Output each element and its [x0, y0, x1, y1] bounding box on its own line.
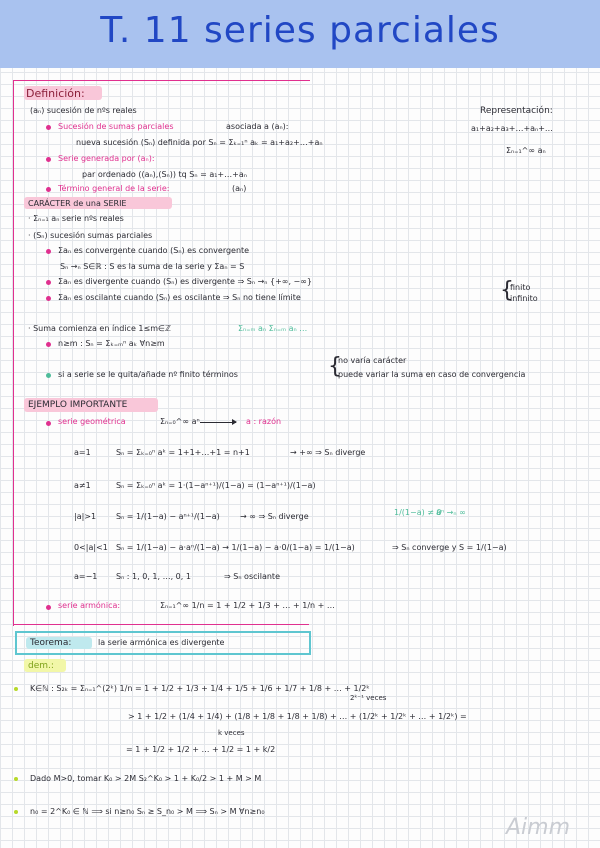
page-title: T. 11 series parciales	[100, 10, 500, 51]
definition-heading: Definición:	[26, 87, 85, 100]
general-term: Término general de la serie:	[58, 184, 170, 193]
general-term-value: (aₙ)	[232, 184, 247, 193]
proof-line: Dado M>0, tomar K₀ > 2M S₂^K₀ > 1 + K₀/2 > 1 + M > M	[30, 774, 262, 783]
finite-terms-option: no varía carácter	[338, 356, 407, 365]
geometric-series-expr: Σₙ₌₀^∞ aⁿ	[160, 417, 200, 426]
index-note: Σₙ₌ₘ aₙ Σₙ₌ₘ aₙ …	[238, 324, 308, 333]
oscillating-line: Σaₙ es oscilante cuando (Sₙ) es oscilante ⇒ Sₙ no tiene límite	[58, 293, 301, 302]
watermark-logo: Aimm	[506, 815, 571, 840]
case-condition: 0<|a|<1	[74, 543, 108, 552]
index-sum-line: n≥m : Sₙ = Σₖ₌ₘⁿ aₖ ∀n≥m	[58, 339, 165, 348]
divergent-line: Σaₙ es divergente cuando (Sₙ) es divergente ⇒ Sₙ →ₙ {+∞, −∞}	[58, 277, 313, 286]
example-heading: EJEMPLO IMPORTANTE	[28, 400, 128, 410]
definition-line: (aₙ) sucesión de nºs reales	[30, 106, 137, 115]
bullet	[46, 249, 51, 254]
case-result: → +∞ ⇒ Sₙ diverge	[290, 448, 366, 457]
proof-line: > 1 + 1/2 + (1/4 + 1/4) + (1/8 + 1/8 + 1/8 + 1/8) + … + (1/2ᵏ + 1/2ᵏ + … + 1/2ᵏ) =	[128, 712, 467, 721]
finite-terms-line: si a serie se le quita/añade nº finito términos	[58, 370, 238, 379]
proof-label: dem.:	[28, 661, 54, 671]
case-result: ⇒ Sₙ oscilante	[224, 572, 280, 581]
convergent-line: Σaₙ es convergente cuando (Sₙ) es convergente	[58, 246, 250, 255]
geometric-series-label: serie geométrica	[58, 417, 126, 426]
representation-title: Representación:	[480, 106, 553, 116]
representation-sum: a₁+a₂+a₃+…+aₙ+…	[471, 124, 553, 133]
theorem-text: la serie armónica es divergente	[98, 638, 225, 647]
caracter-heading: CARÁCTER de una SERIE	[28, 199, 127, 208]
case-result: ⇒ Sₙ converge y S = 1/(1−a)	[392, 543, 507, 552]
brace-icon: {	[328, 354, 342, 379]
case-condition: |a|>1	[74, 512, 97, 521]
case-expression: Sₙ : 1, 0, 1, …, 0, 1	[116, 572, 191, 581]
definition-line: asociada a (aₙ):	[226, 122, 289, 131]
bullet	[46, 157, 51, 162]
bullet	[14, 810, 18, 814]
proof-note: k veces	[218, 729, 245, 737]
case-expression: Sₙ = Σₖ₌₀ⁿ aᵏ = 1+1+…+1 = n+1	[116, 448, 250, 457]
harmonic-series-label: serie armónica:	[58, 601, 121, 610]
case-condition: a≠1	[74, 481, 91, 490]
bullet	[46, 342, 51, 347]
definition-frame-bottom	[13, 624, 309, 625]
convergent-sum-line: Sₙ →ₙ S∈ℝ : S es la suma de la serie y Σaₙ = S	[60, 262, 245, 271]
title-banner	[0, 0, 600, 68]
caracter-line: · Σₙ₌₁ aₙ serie nºs reales	[28, 214, 124, 223]
index-line: · Suma comienza en índice 1≤m∈ℤ	[28, 324, 171, 333]
generated-series-term: Serie generada por (aₙ):	[58, 154, 155, 163]
bullet	[46, 280, 51, 285]
ratio-note: a : razón	[246, 417, 282, 426]
theorem-label: Teorema:	[30, 638, 72, 648]
side-note: 1/(1−a) ≠ 0	[394, 508, 442, 517]
proof-line: K∈ℕ : S₂ₖ = Σₙ₌₁^(2ᵏ) 1/n = 1 + 1/2 + 1/3 + 1/4 + 1/5 + 1/6 + 1/7 + 1/8 + … + 1/2ᵏ	[30, 684, 370, 693]
bullet	[46, 421, 51, 426]
bullet	[46, 296, 51, 301]
arrow-icon	[200, 422, 236, 423]
definition-line: nueva sucesión (Sₙ) definida por Sₙ = Σₖ₌₁ⁿ aₖ = a₁+a₂+…+aₙ	[76, 138, 323, 147]
bullet	[46, 605, 51, 610]
limit-option: infinito	[510, 294, 538, 303]
limit-option: finito	[510, 283, 531, 292]
case-expression: Sₙ = 1/(1−a) − aⁿ⁺¹/(1−a)	[116, 512, 220, 521]
case-expression: Sₙ = 1/(1−a) − a·aⁿ/(1−a) → 1/(1−a) − a·0/(1−a) = 1/(1−a)	[116, 543, 355, 552]
harmonic-series-expr: Σₙ₌₁^∞ 1/n = 1 + 1/2 + 1/3 + … + 1/n + …	[160, 601, 335, 610]
side-note: aⁿ →ₙ ∞	[436, 508, 466, 517]
bullet	[46, 125, 51, 130]
brace-icon: {	[500, 278, 514, 303]
caracter-line: · (Sₙ) sucesión sumas parciales	[28, 231, 153, 240]
proof-line: = 1 + 1/2 + 1/2 + … + 1/2 = 1 + k/2	[126, 745, 276, 754]
bullet	[14, 687, 18, 691]
bullet	[46, 187, 51, 192]
proof-note: 2ᵏ⁻¹ veces	[350, 694, 387, 702]
bullet	[14, 777, 18, 781]
definition-line: par ordenado ((aₙ),(Sₙ)) tq Sₙ = a₁+…+aₙ	[82, 170, 247, 179]
case-result: → ∞ ⇒ Sₙ diverge	[240, 512, 309, 521]
finite-terms-option: puede variar la suma en caso de convergencia	[338, 370, 526, 379]
partial-sums-term: Sucesión de sumas parciales	[58, 122, 174, 131]
representation-sigma: Σₙ₌₁^∞ aₙ	[506, 146, 546, 155]
case-expression: Sₙ = Σₖ₌₀ⁿ aᵏ = 1·(1−aⁿ⁺¹)/(1−a) = (1−aⁿ⁺¹)/(1−a)	[116, 481, 316, 490]
case-condition: a=1	[74, 448, 91, 457]
case-condition: a=−1	[74, 572, 98, 581]
proof-line: n₀ = 2^K₀ ∈ ℕ ⟹ si n≥n₀ Sₙ ≥ S_n₀ > M ⟹ Sₙ > M ∀n≥n₀	[30, 807, 265, 816]
bullet	[46, 373, 51, 378]
